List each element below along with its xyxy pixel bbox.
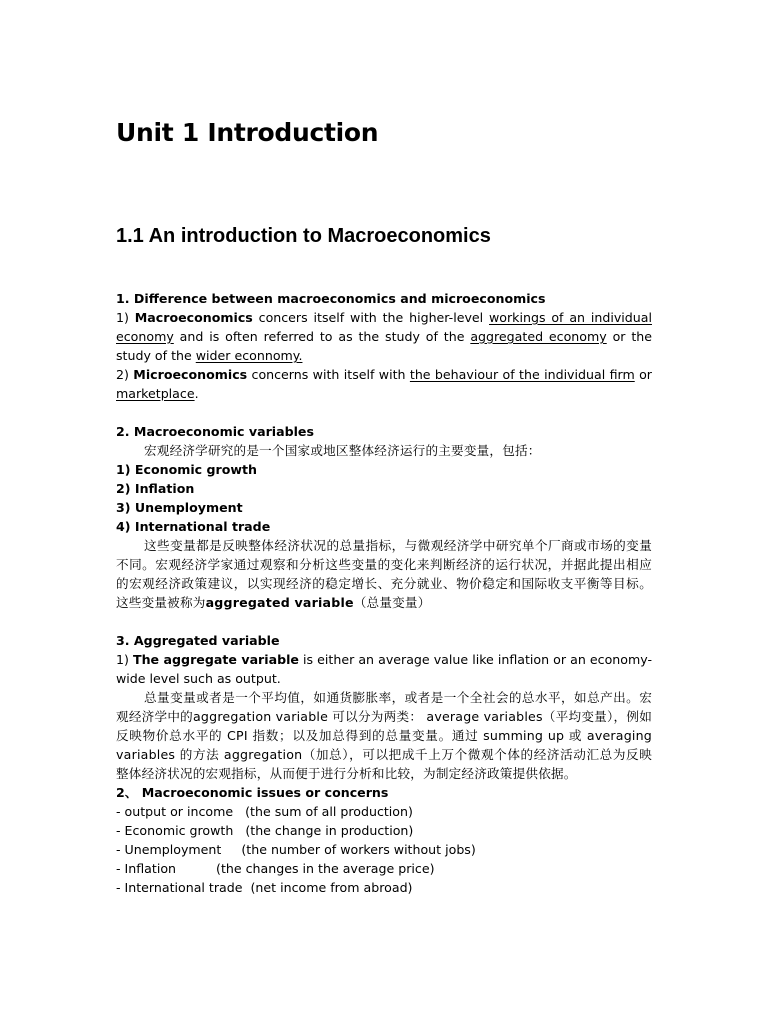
underline-phrase: aggregated economy (470, 329, 607, 344)
variable-item: 1) Economic growth (116, 462, 258, 477)
section-title: 1.1 An introduction to Macroeconomics (116, 225, 491, 247)
issue-item: - Unemployment (the number of workers without jobs) (116, 842, 476, 857)
heading-variables: 2. Macroeconomic variables (116, 424, 314, 439)
heading-difference: 1. Difference between macroeconomics and microeconomics (116, 291, 546, 306)
issue-item: - Economic growth (the change in production) (116, 823, 414, 838)
variable-item: 3) Unemployment (116, 500, 243, 515)
issue-item: - Inflation (the changes in the average price) (116, 861, 435, 876)
underline-phrase: workings of an individual economy (116, 310, 652, 344)
variable-item: 2) Inflation (116, 481, 195, 496)
underline-phrase: wider econnomy. (195, 348, 303, 363)
document-title: Unit 1 Introduction (116, 118, 379, 147)
issue-item: - International trade (net income from abroad) (116, 880, 413, 895)
heading-issues: 2、 Macroeconomic issues or concerns (116, 785, 389, 800)
underline-phrase: the behaviour of the individual firm (409, 367, 635, 382)
aggregated-paragraph: 总量变量或者是一个平均值，如通货膨胀率，或者是一个全社会的总水平，如总产出。宏观经济学中的aggregation variable 可以分为两类： average variables（平均变量），例如反映物价总水平的 CPI 指数；以及加总得到的总量变量。通过 summing up 或 averaging variables 的方法 aggregation（加总），可以把成千上万个微观个体的经济活动汇总为反映整体经济状况的宏观指标，从而便于进行分析和比较，为制定经济政策提供依据。 (116, 690, 652, 781)
underline-phrase: marketplace (116, 386, 195, 401)
heading-aggregated: 3. Aggregated variable (116, 633, 280, 648)
micro-definition: 2) Microeconomics concerns with itself with the behaviour of the individual firm or marketplace. (116, 367, 652, 401)
variables-paragraph: 这些变量都是反映整体经济状况的总量指标，与微观经济学中研究单个厂商或市场的变量不同。宏观经济学家通过观察和分析这些变量的变化来判断经济的运行状况，并据此提出相应的宏观经济政策建议，以实现经济的稳定增长、充分就业、物价稳定和国际收支平衡等目标。这些变量被称为aggregated variable（总量变量） (116, 538, 652, 610)
variable-item: 4) International trade (116, 519, 271, 534)
issue-item: - output or income (the sum of all production) (116, 804, 413, 819)
aggregate-definition: 1) The aggregate variable is either an average value like inflation or an economy-wide level such as output. (116, 652, 653, 686)
variables-intro: 宏观经济学研究的是一个国家或地区整体经济运行的主要变量，包括： (144, 443, 541, 458)
macro-definition: 1) Macroeconomics concers itself with the higher-level workings of an individual economy and is often referred to as the study of the aggregated economy or the study of the wider econnomy. (116, 310, 652, 363)
document-body (116, 289, 652, 897)
